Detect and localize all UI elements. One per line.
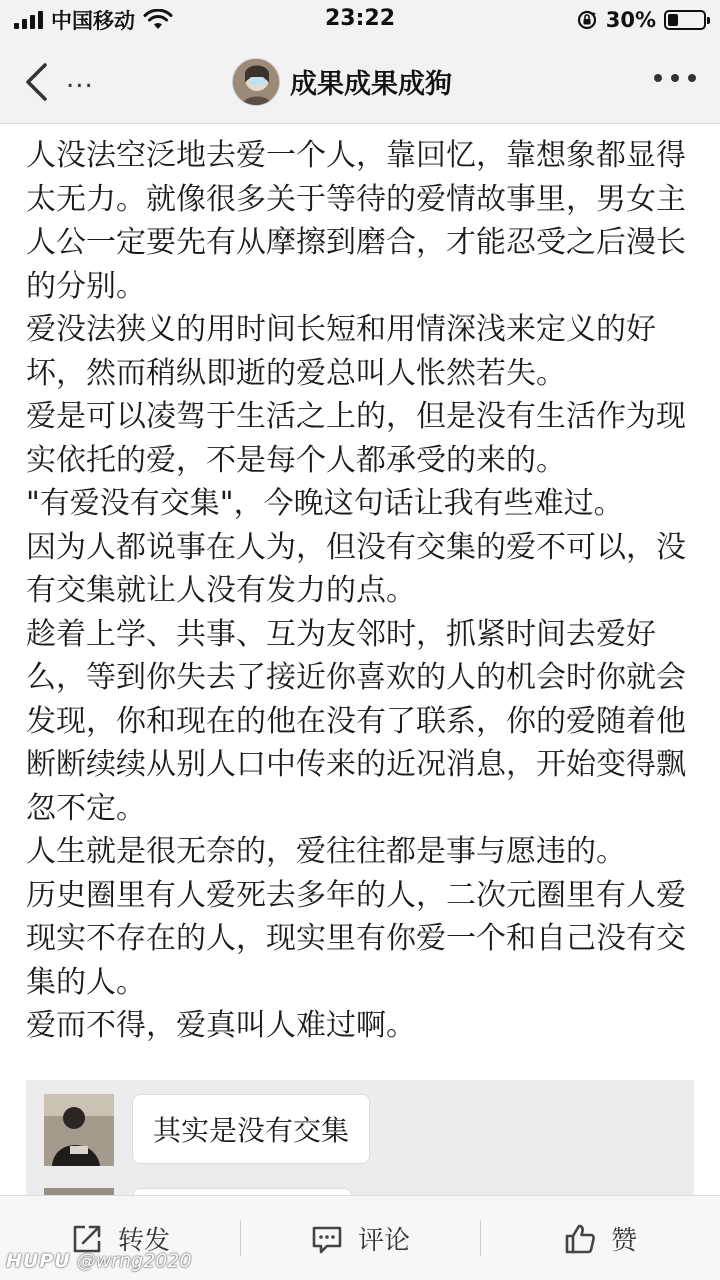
status-time: 23:22 [324, 6, 396, 31]
carrier-name: 中国移动 [51, 9, 135, 33]
back-button[interactable] [18, 58, 54, 106]
avatar-image [233, 59, 280, 106]
comment-icon [310, 1222, 344, 1256]
watermark-brand: HUPU [6, 1250, 71, 1272]
comment-button[interactable] [240, 1196, 480, 1280]
battery-percent: 30% [605, 8, 656, 32]
post-paragraph: 爱是可以凌驾于生活之上的，但是没有生活作为现实依托的爱，不是每个人都承受的来的。 [26, 399, 686, 478]
post-paragraph: 历史圈里有人爱死去多年的人，二次元圈里有人爱现实不存在的人，现实里有你爱一个和自己没有交集的人。 [26, 877, 686, 1000]
repost-label: 转发 [117, 1226, 170, 1256]
avatar[interactable] [44, 1094, 114, 1166]
post-paragraph: 因为人都说事在人为，但没有交集的爱不可以，没有交集就让人没有发力的点。 [26, 529, 686, 608]
battery-icon [664, 10, 706, 30]
comment-list [26, 1080, 694, 1195]
post-paragraph: 爱没法狭义的用时间长短和用情深浅来定义的好坏，然而稍纵即逝的爱总叫人怅然若失。 [26, 312, 656, 391]
post-paragraph: 人生就是很无奈的，爱往往都是事与愿违的。 [26, 834, 626, 869]
thumbs-up-icon [563, 1222, 597, 1256]
avatar[interactable] [44, 1188, 114, 1195]
more-horizontal-icon [654, 74, 662, 82]
more-button[interactable] [654, 74, 696, 82]
comment-bubble[interactable]: 其实是没有交集 [132, 1094, 370, 1164]
watermark-handle: @wrng2020 [76, 1250, 192, 1272]
status-bar [0, 0, 720, 40]
post-paragraph: 爱而不得，爱真叫人难过啊。 [26, 1008, 416, 1043]
comment-label: 评论 [357, 1226, 410, 1256]
chevron-left-icon [23, 62, 49, 102]
battery-level [668, 14, 678, 26]
page-title: 成果成果成狗 [290, 69, 452, 100]
like-button[interactable] [480, 1196, 720, 1280]
rotation-lock-icon [576, 9, 598, 31]
like-label: 赞 [610, 1226, 637, 1256]
post-paragraph: 人没法空泛地去爱一个人，靠回忆，靠想象都显得太无力。就像很多关于等待的爱情故事里，男女主人公一定要先有从摩擦到磨合，才能忍受之后漫长的分别。 [26, 138, 686, 304]
avatar[interactable] [232, 58, 280, 106]
post-paragraph: "有爱没有交集"，今晚这句话让我有些难过。 [26, 486, 624, 521]
watermark [6, 1250, 192, 1272]
post-paragraph: 趁着上学、共事、互为友邻时，抓紧时间去爱好么，等到你失去了接近你喜欢的人的机会时你就会发现，你和现在的他在没有了联系，你的爱随着他断断续续从别人口中传来的近况消息，开始变得飘忽不定。 [26, 616, 686, 826]
status-right [576, 7, 706, 33]
commenter-avatar-image [44, 1094, 114, 1166]
nav-bar [0, 40, 720, 124]
nav-ellipsis[interactable]: ... [66, 64, 94, 94]
comment-bubble[interactable] [132, 1188, 352, 1195]
post-body [26, 134, 698, 1048]
